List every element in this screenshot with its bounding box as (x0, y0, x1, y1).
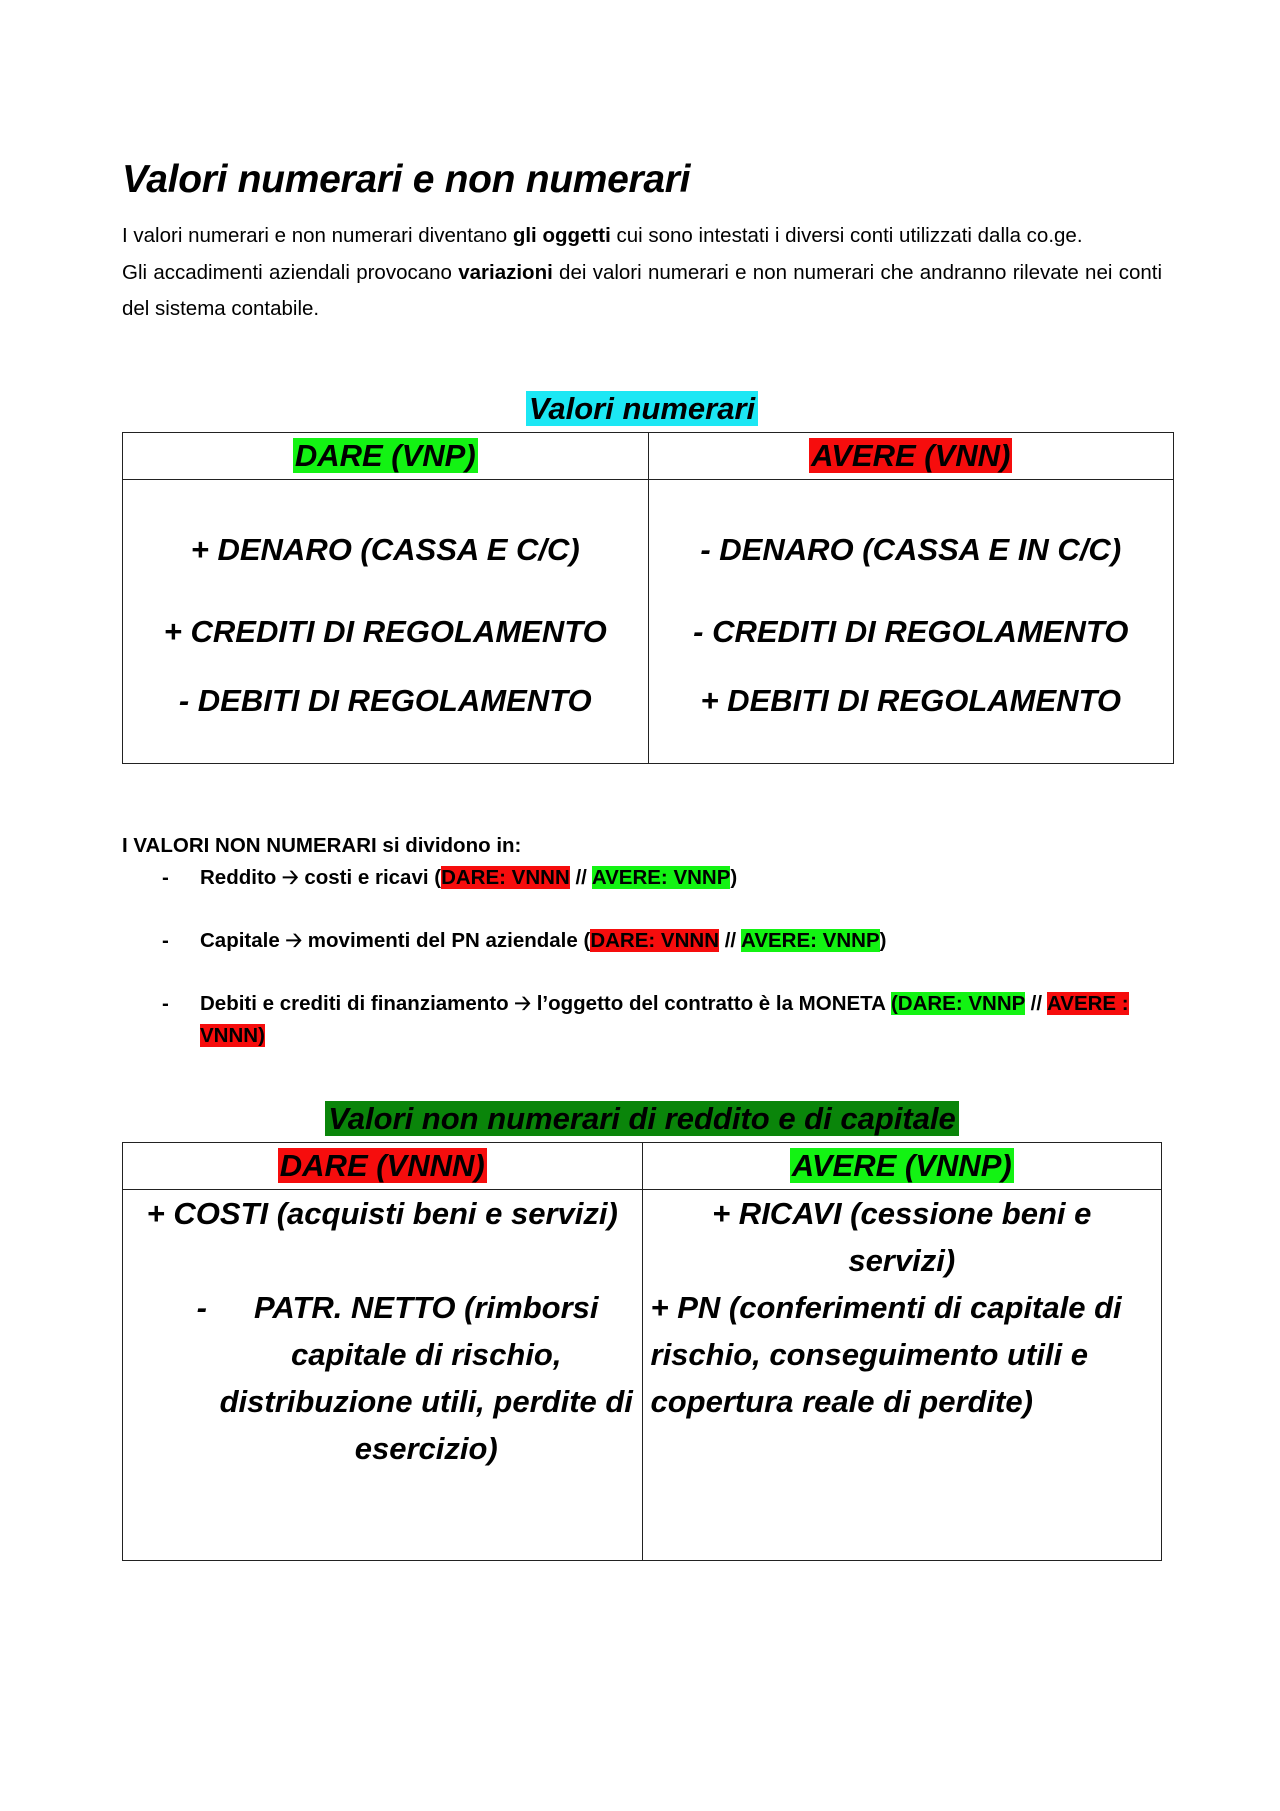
avere-highlight: AVERE: VNNP (741, 928, 880, 952)
table2-dare-pn: PATR. NETTO (rimborsi capitale di rischio, distribuzione utili, perdite di esercizio) (219, 1289, 633, 1466)
table1-avere-cell (648, 479, 1174, 763)
list-item-desc: l’oggetto del contratto è la MONETA (531, 991, 891, 1015)
arrow-right-icon: 🡢 (282, 865, 299, 889)
list-item (122, 988, 1162, 1052)
document-page (122, 150, 1162, 1561)
table1-title (122, 386, 1162, 432)
table2-avere-cell (642, 1189, 1162, 1560)
dash-bullet: - (162, 928, 169, 952)
list-item-end: ) (730, 865, 738, 889)
table1-header-row (123, 432, 1174, 479)
arrow-right-icon: 🡢 (514, 991, 532, 1015)
table1-dare-item: + CREDITI DI REGOLAMENTO (163, 613, 607, 649)
table2-title-text: Valori non numerari di reddito e di capitale (325, 1101, 959, 1136)
list-item-label: Capitale (200, 928, 280, 952)
table2-dare-header-cell (123, 1142, 643, 1189)
avere-highlight: AVERE : VNNN) (200, 991, 1129, 1047)
table2-avere-ricavi: + RICAVI (cessione beni e servizi) (712, 1195, 1092, 1278)
list-item-label: Debiti e crediti di finanziamento (200, 991, 509, 1015)
table1-dare-header: DARE (VNP) (294, 437, 476, 473)
list-item (122, 862, 1162, 894)
page-title: Valori numerari e non numerari (122, 158, 691, 201)
intro-p2-text: Gli accadimenti aziendali provocano (122, 260, 459, 284)
list-item (122, 925, 1162, 957)
intro-paragraph-1 (122, 218, 1162, 255)
list-heading: I VALORI NON NUMERARI si dividono in: (122, 833, 522, 857)
arrow-right-icon: 🡢 (285, 928, 303, 952)
list-item-desc: movimenti del PN aziendale ( (302, 928, 591, 952)
intro-p2-bold: variazioni (458, 260, 553, 284)
non-numerari-list (122, 862, 1162, 1052)
intro-p1-bold: gli oggetti (512, 224, 611, 247)
table2-dare-header: DARE (VNNN) (279, 1147, 485, 1183)
intro-p1-text: I valori numerari e non numerari diventano (122, 224, 513, 247)
dare-highlight: DARE: VNNN (441, 865, 570, 889)
table1-avere-header-cell (648, 432, 1174, 479)
table2-title (122, 1096, 1162, 1142)
table2-dare-cell (123, 1189, 643, 1560)
table1-dare-item: + DENARO (CASSA E C/C) (190, 531, 580, 567)
list-item-label: Reddito (200, 865, 277, 889)
table1-avere-item: + DEBITI DI REGOLAMENTO (700, 682, 1122, 718)
table1-dare-item: - DEBITI DI REGOLAMENTO (178, 682, 592, 718)
table2-avere-pn: + PN (conferimenti di capitale di rischio, conseguimento utili e copertura reale di perdite) (650, 1289, 1122, 1419)
intro-text (122, 218, 1162, 328)
valori-numerari-table (122, 432, 1174, 764)
table2-header-row (123, 1142, 1162, 1189)
list-item-desc: costi e ricavi ( (298, 865, 442, 889)
list-item-sep: // (569, 865, 592, 889)
list-item-sep: // (1024, 991, 1047, 1015)
avere-highlight: AVERE: VNNP (591, 865, 731, 889)
valori-non-numerari-table (122, 1142, 1162, 1561)
table2-avere-header: AVERE (VNNP) (791, 1147, 1012, 1183)
intro-p1-text-end: cui sono intestati i diversi conti utilizzati dalla co.ge. (610, 224, 1083, 247)
dash-bullet: - (196, 1289, 207, 1325)
table1-avere-item: - CREDITI DI REGOLAMENTO (693, 613, 1129, 649)
table1-dare-header-cell (123, 432, 649, 479)
dash-bullet: - (162, 991, 169, 1015)
table2-dare-costi: + COSTI (acquisti beni e servizi) (146, 1195, 618, 1231)
intro-p2-text-end: dei valori numerari e non numerari che andranno rilevate nei conti del sistema contabile. (122, 260, 1162, 320)
table1-dare-cell (123, 479, 649, 763)
table1-avere-header: AVERE (VNN) (811, 437, 1011, 473)
non-numerari-list-section (122, 830, 1162, 1052)
table2-body-row (123, 1189, 1162, 1560)
table1-avere-item: - DENARO (CASSA E IN C/C) (700, 531, 1122, 567)
dare-highlight: DARE: VNNN (590, 928, 720, 952)
table2-dare-pn-item (131, 1284, 634, 1472)
dare-highlight: (DARE: VNNP (890, 991, 1025, 1015)
table2-avere-header-cell (642, 1142, 1162, 1189)
table1-body-row (123, 479, 1174, 763)
table1-title-text: Valori numerari (526, 391, 758, 426)
list-item-end: ) (879, 928, 887, 952)
dash-bullet: - (162, 865, 169, 889)
list-item-sep: // (719, 928, 742, 952)
intro-paragraph-2 (122, 255, 1162, 328)
